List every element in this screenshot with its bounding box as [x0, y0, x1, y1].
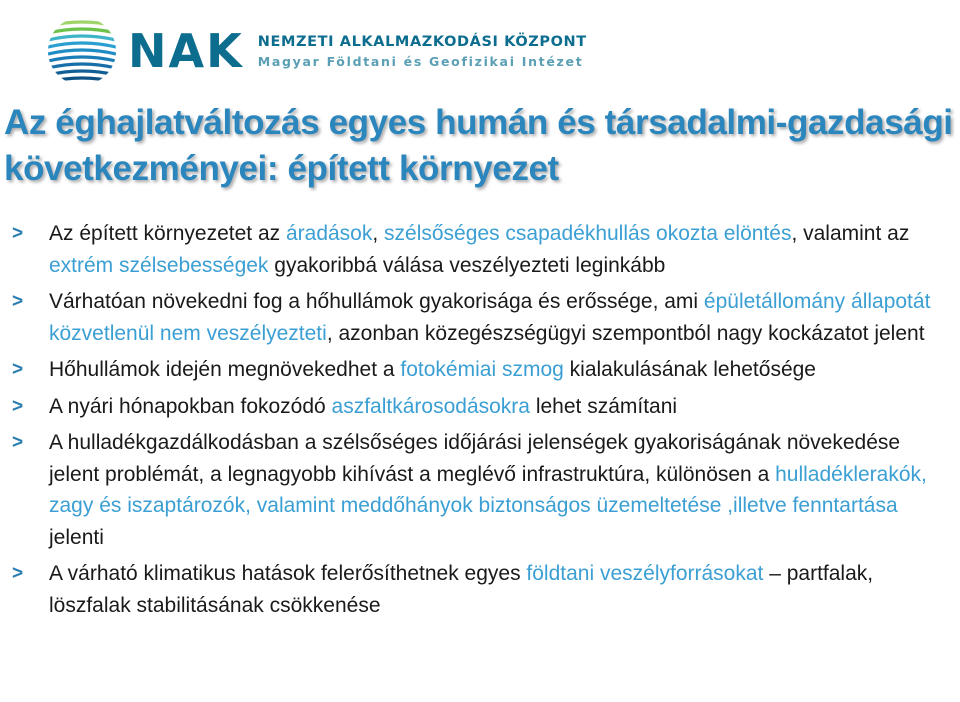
bullet-marker-icon: > [12, 395, 24, 417]
bullet-marker-icon: > [12, 563, 24, 584]
bullet-marker-icon: > [12, 359, 24, 380]
slide-title: Az éghajlatváltozás egyes humán és társadalmi-gazdasági következményei: épített környezet [4, 103, 953, 188]
bullet-marker-icon: > [12, 291, 24, 312]
bullet-item: > Hőhullámok idején megnövekedhet a fotokémiai szmog kialakulásának lehetősége [0, 354, 960, 386]
highlight-term: áradások [285, 222, 373, 245]
bullet-item: > A nyári hónapokban fokozódó aszfaltkárosodásokra lehet számítani [0, 391, 960, 423]
nak-globe-logo-icon [44, 13, 120, 89]
org-line-1: NEMZETI ALKALMAZKODÁSI KÖZPONT [257, 33, 587, 50]
bullet-item: > A várható klimatikus hatások felerősíthetnek egyes földtani veszélyforrásokat – partfalak, löszfalak stabilitásának csökkenése [0, 558, 960, 621]
highlight-term: hulladéklerakók, zagy és iszaptározók, valamint meddőhányok biztonságos üzemeltetése ,illetve fenntartása [49, 462, 927, 517]
highlight-term: aszfaltkárosodásokra [331, 394, 530, 418]
highlight-term: fotokémiai szmog [400, 358, 564, 381]
highlight-term: szélsőséges csapadékhullás okozta elöntés [384, 222, 792, 245]
org-line-2: Magyar Földtani és Geofizikai Intézet [257, 53, 584, 69]
bullet-item: > Az épített környezetet az áradások, szélsőséges csapadékhullás okozta elöntés, valamint az extrém szélsebességek gyakoribbá válása veszélyezteti leginkább [0, 218, 960, 281]
bullet-marker-icon: > [12, 223, 24, 244]
bullet-item: > Várhatóan növekedni fog a hőhullámok gyakorisága és erőssége, ami épületállomány állapotát közvetlenül nem veszélyezteti, azonban közegészségügyi szempontból nagy kockázatot jelent [0, 286, 960, 349]
org-name [258, 34, 587, 69]
bullet-marker-icon: > [12, 432, 24, 453]
bullet-list [0, 218, 960, 626]
bullet-item: > A hulladékgazdálkodásban a szélsőséges időjárási jelenségek gyakoriságának növekedése jelent problémát, a legnagyobb kihívást a meglévő infrastruktúra, különösen a hulladéklerakók, zagy és iszaptározók, valamint meddőhányok biztonságos üzemeltetése ,illetve fenntartása jelenti [0, 427, 960, 553]
header [44, 12, 587, 90]
logo-text: NAK [128, 24, 244, 78]
highlight-term: épületállomány állapotát közvetlenül nem veszélyezteti [49, 290, 931, 345]
highlight-term: extrém szélsebességek [49, 253, 269, 277]
highlight-term: földtani veszélyforrásokat [526, 562, 764, 585]
